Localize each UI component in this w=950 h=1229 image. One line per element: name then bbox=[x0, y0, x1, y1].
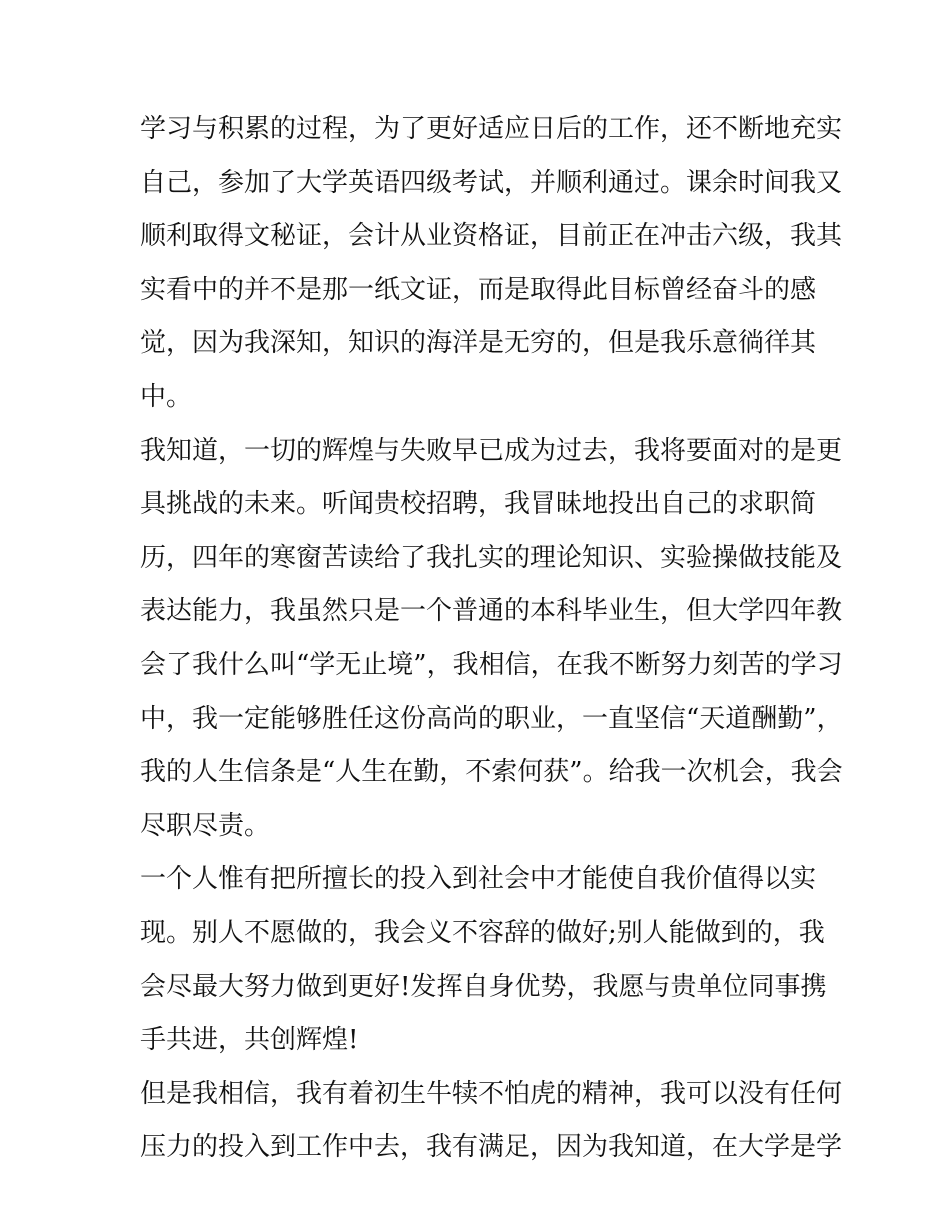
text-line: 尽职尽责。 bbox=[140, 810, 271, 841]
text-line: 但是我相信，我有着初生牛犊不怕虎的精神，我可以没有任何 bbox=[140, 1078, 843, 1109]
text-line: 手共进，共创辉煌! bbox=[140, 1025, 359, 1056]
text-line: 具挑战的未来。听闻贵校招聘，我冒昧地投出自己的求职简 bbox=[140, 489, 817, 520]
document-body bbox=[140, 103, 843, 1175]
text-line: 一个人惟有把所擅长的投入到社会中才能使自我价值得以实 bbox=[140, 864, 817, 895]
text-line: 自己，参加了大学英语四级考试，并顺利通过。课余时间我又 bbox=[140, 167, 843, 198]
text-line: 我知道，一切的辉煌与失败早已成为过去，我将要面对的是更 bbox=[140, 435, 843, 466]
paragraph-study-accumulation bbox=[140, 103, 843, 425]
text-line: 现。别人不愿做的，我会义不容辞的做好;别人能做到的，我 bbox=[140, 917, 825, 948]
text-line: 学习与积累的过程，为了更好适应日后的工作，还不断地充实 bbox=[140, 114, 843, 144]
text-line: 中。 bbox=[140, 381, 193, 412]
text-line: 实看中的并不是那一纸文证，而是取得此目标曾经奋斗的感 bbox=[140, 274, 817, 305]
text-line: 会尽最大努力做到更好!发挥自身优势，我愿与贵单位同事携 bbox=[140, 971, 827, 1002]
text-line: 我的人生信条是“人生在勤，不索何获”。给我一次机会，我会 bbox=[140, 757, 843, 788]
text-line: 会了我什么叫“学无止境”，我相信，在我不断努力刻苦的学习 bbox=[140, 649, 843, 680]
text-line: 表达能力，我虽然只是一个普通的本科毕业生，但大学四年教 bbox=[140, 596, 843, 627]
text-line: 历，四年的寒窗苦读给了我扎实的理论知识、实验操做技能及 bbox=[140, 542, 843, 573]
text-line: 中，我一定能够胜任这份高尚的职业，一直坚信“天道酬勤”， bbox=[140, 703, 843, 734]
text-line: 觉，因为我深知，知识的海洋是无穷的，但是我乐意徜徉其 bbox=[140, 328, 817, 359]
text-line: 压力的投入到工作中去，我有满足，因为我知道，在大学是学 bbox=[140, 1132, 843, 1163]
text-line: 顺利取得文秘证，会计从业资格证，目前正在冲击六级，我其 bbox=[140, 221, 843, 252]
paragraph-self-value bbox=[140, 853, 827, 1067]
paragraph-confidence bbox=[140, 1068, 843, 1175]
paragraph-future-challenge bbox=[140, 425, 843, 854]
